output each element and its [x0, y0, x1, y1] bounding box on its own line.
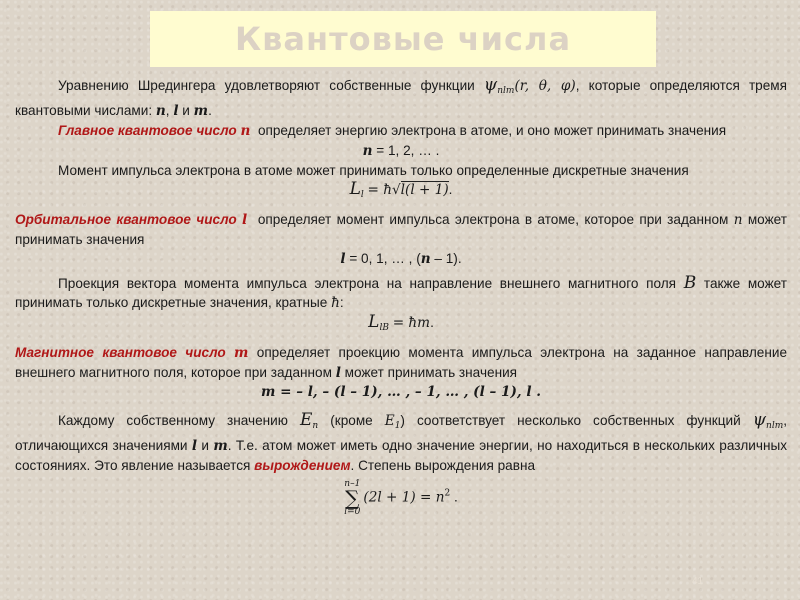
paragraph-intro: Уравнению Шредингера удовлетворяют собственные функции $\psi_{nlm}(r$, θ, φ), которые определяются тремя квантовыми числами: n, l и m. [15, 75, 787, 119]
slide-title: Квантовые числа [234, 20, 572, 58]
paragraph-projection: Проекция вектора момента импульса электрона на направление внешнего магнитного поля B также может принимать только дискретные значения, кратные ħ: [15, 273, 787, 311]
term-magnetic: Магнитное квантовое число [15, 345, 226, 360]
slide-body [15, 76, 787, 517]
title-banner [150, 11, 656, 67]
formula-projection: $L_{lB}$ = ħm. [368, 312, 434, 333]
formula-m-values: m = – l, – (l – 1), … , – 1, … , (l – 1), l . [260, 384, 542, 400]
paragraph-momentum: Момент импульса электрона в атоме может принимать только определенные дискретные значения [58, 163, 689, 178]
paragraph-magnetic: Магнитное квантовое число m определяет проекцию момента импульса электрона на заданное направление внешнего магнитного поля, которое при заданном l может принимать значения [15, 345, 787, 381]
paragraph-orbital: Орбитальное квантовое число l определяет момент импульса электрона в атоме, которое при заданном n может принимать значения [15, 212, 787, 247]
formula-n-values: n = 1, 2, … . [362, 143, 440, 159]
formula-degeneracy-sum: n–1 ∑ l=0 $(2l + 1) = n^2$ . [344, 479, 458, 517]
paragraph-principal: Главное квантовое число n определяет энергию электрона в атоме, и оно может принимать значения [58, 123, 727, 139]
formula-momentum: $L_l$ = ħ√l(l + 1). [349, 179, 453, 200]
formula-l-values: l = 0, 1, … , (n – 1). [340, 251, 462, 267]
sum-symbol: n–1 ∑ l=0 [344, 479, 361, 517]
paragraph-degeneracy: Каждому собственному значению $E_n$ (кроме $E_1$) соответствует несколько собственных функций $\psi_{nlm}$, отличающихся значениями l и m. Т.е. атом может иметь одно значение энергии, но находиться в нескольких различных состояниях. Это явление называется вырождением. Степень вырождения равна [15, 410, 788, 473]
term-orbital: Орбитальное квантовое число [15, 212, 237, 227]
term-principal: Главное квантовое число [58, 123, 237, 138]
term-degeneracy: вырождением [254, 458, 351, 473]
page-number: 41 [692, 576, 704, 587]
